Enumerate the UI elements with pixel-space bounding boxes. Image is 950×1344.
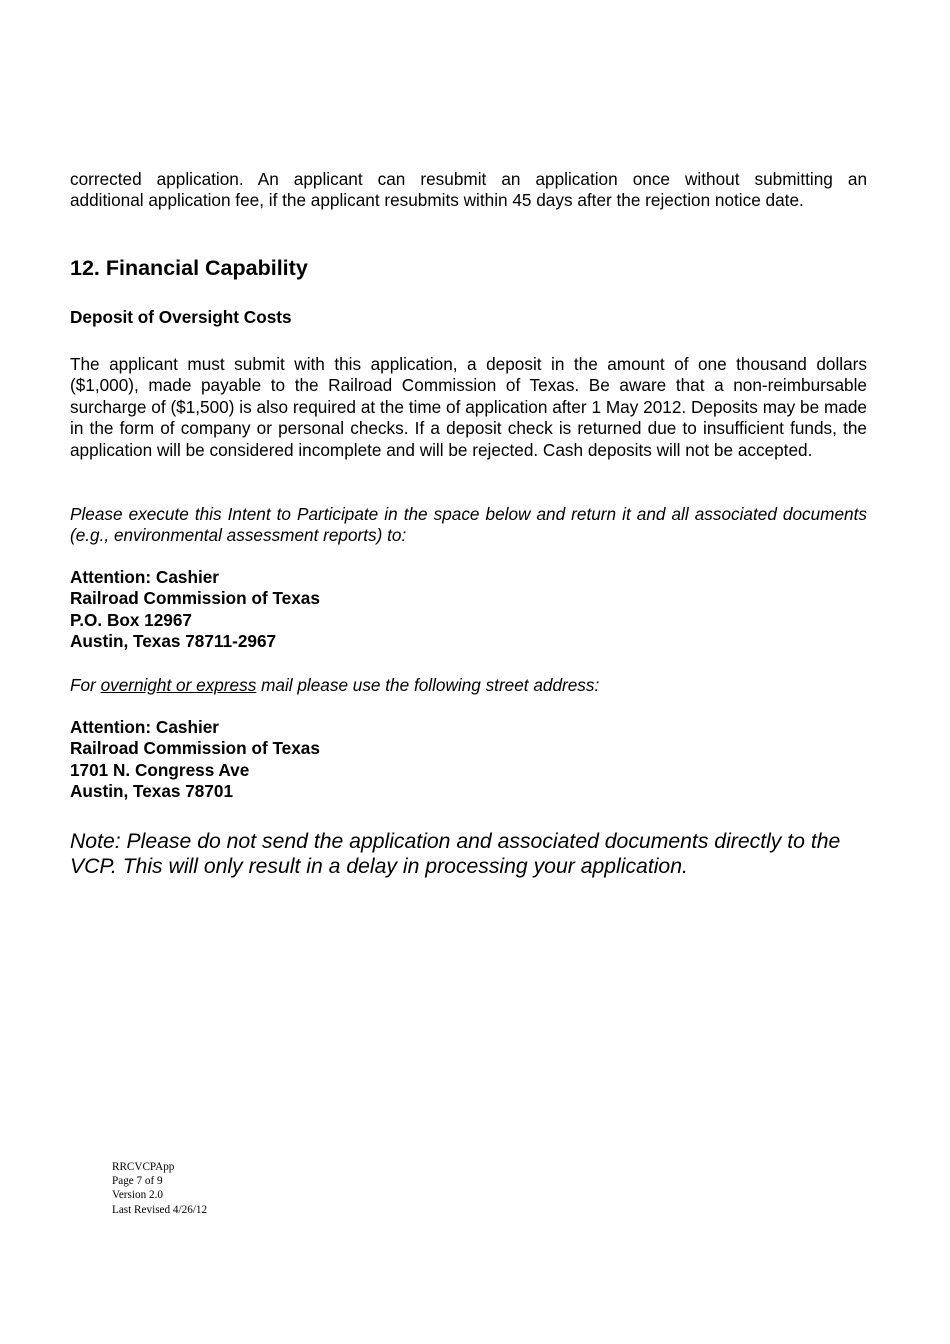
instruction-paragraph: Please execute this Intent to Participate in the space below and return it and all associated documents (e.g., environmental assessment reports) to: (70, 504, 867, 546)
mailing-address-line: P.O. Box 12967 (70, 609, 192, 630)
footer-version: Version 2.0 (112, 1189, 163, 1202)
mailing-address-line: Austin, Texas 78711-2967 (70, 631, 277, 652)
mailing-address-line: Railroad Commission of Texas (70, 588, 320, 609)
intro-line-1: corrected application. An applicant can resubmit an application once without submitting an (70, 169, 867, 189)
express-prefix: For (70, 675, 101, 695)
street-address-line: Austin, Texas 78701 (70, 781, 234, 802)
footer-page-number: Page 7 of 9 (112, 1175, 163, 1188)
deposit-paragraph: The applicant must submit with this application, a deposit in the amount of one thousand dollars ($1,000), made payable to the Railroad Commission of Texas. Be aware that a non-reimbursable surcharge of ($1,500) is also required at the time of application after 1 May 2012. Deposits may be made in the form of company or personal checks. If a deposit check is returned due to insufficient funds, the application will be considered incomplete and will be rejected. Cash deposits will not be accepted. (70, 354, 867, 460)
express-underlined: overnight or express (100, 675, 257, 695)
street-address (70, 717, 867, 803)
express-instruction (70, 675, 867, 696)
street-address-line: Attention: Cashier (70, 717, 219, 737)
page-footer (112, 1160, 207, 1217)
note-paragraph: Note: Please do not send the application and associated documents directly to the VCP. This will only result in a delay in processing your application. (70, 830, 841, 878)
street-address-line: 1701 N. Congress Ave (70, 759, 250, 780)
street-address-line: Railroad Commission of Texas (70, 738, 320, 759)
mailing-address (70, 567, 867, 653)
intro-line-2: additional application fee, if the applicant resubmits within 45 days after the rejection notice date. (70, 190, 804, 210)
footer-form-id: RRCVCPApp (112, 1161, 175, 1173)
section-heading: 12. Financial Capability (70, 256, 308, 280)
section-subheading: Deposit of Oversight Costs (70, 307, 292, 327)
footer-revised: Last Revised 4/26/12 (112, 1203, 208, 1216)
express-suffix: mail please use the following street address: (256, 675, 600, 695)
mailing-address-line: Attention: Cashier (70, 567, 219, 587)
